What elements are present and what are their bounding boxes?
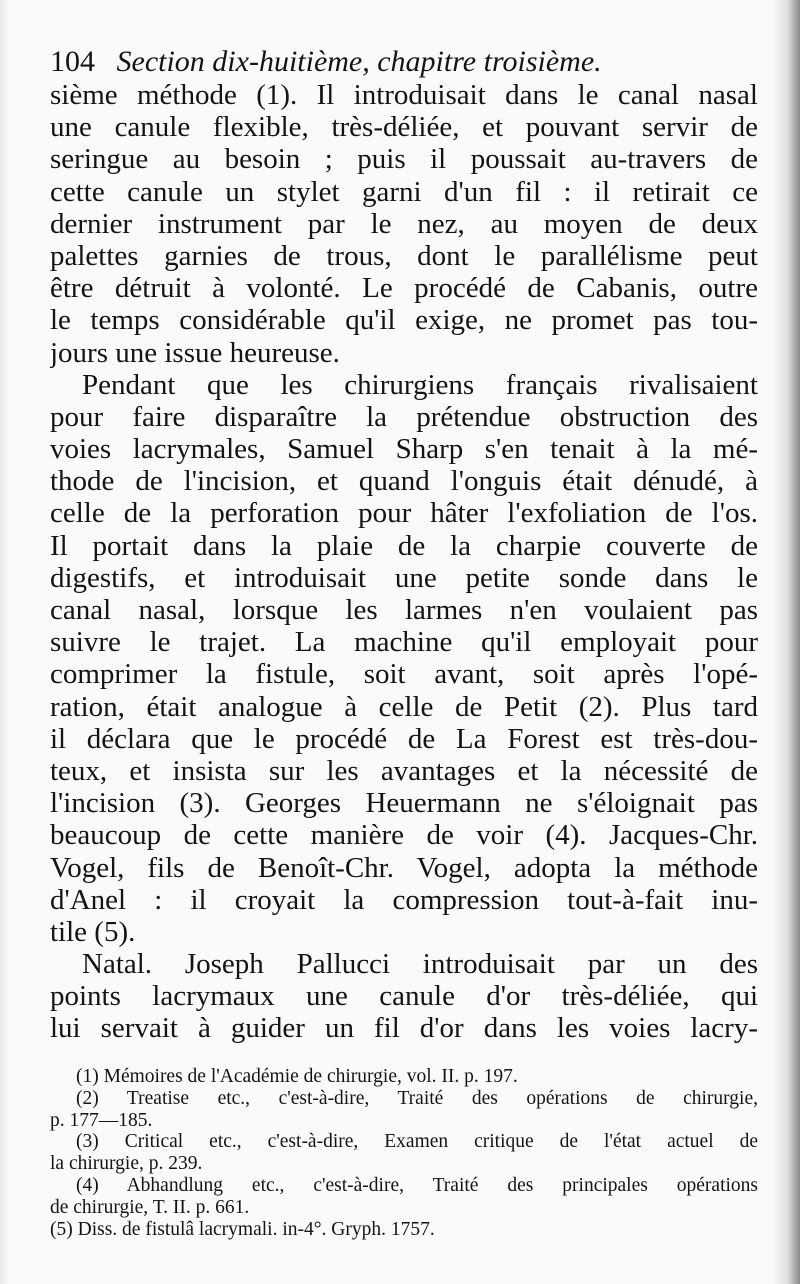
footnote-line: (4) Abhandlung etc., c'est-à-dire, Traité des principales opérations [76,1174,758,1196]
footnote-line: la chirurgie, p. 239. [50,1153,203,1175]
text-line: teux, et insista sur les avantages et la nécessité de [50,754,758,787]
footnote-line: (5) Diss. de fistulâ lacrymali. in-4°. Gryph. 1757. [50,1218,435,1240]
text-line: d'Anel : il croyait la compression tout-à-fait inu- [50,883,758,916]
page-gutter-shadow [772,0,800,1284]
text-line: tile (5). [50,915,136,948]
text-line: dernier instrument par le nez, au moyen de deux [50,207,758,240]
running-header [50,40,756,84]
footnote-line: p. 177—185. [50,1109,153,1131]
text-line: seringue au besoin ; puis il poussait au-travers de [50,143,758,176]
main-text [50,79,758,1045]
text-line: lui servait à guider un fil d'or dans les voies lacry- [50,1012,758,1045]
text-line: une canule flexible, très-déliée, et pouvant servir de [50,111,758,144]
text-line: thode de l'incision, et quand l'onguis était dénudé, à [50,465,758,498]
text-line: suivre le trajet. La machine qu'il employait pour [50,626,758,659]
footnote-line: (2) Treatise etc., c'est-à-dire, Traité des opérations de chirurgie, [76,1087,758,1109]
page-left-edge [0,0,10,1284]
text-line: il déclara que le procédé de La Forest est très-dou- [50,722,758,755]
paragraph-start-line: Pendant que les chirurgiens français rivalisaient [82,368,758,401]
text-line: beaucoup de cette manière de voir (4). Jacques-Chr. [50,819,758,852]
footnotes [50,1066,758,1240]
text-line: celle de la perforation pour hâter l'exfoliation de l'os. [50,497,758,530]
text-line: être détruit à volonté. Le procédé de Cabanis, outre [50,272,758,305]
text-line: voies lacrymales, Samuel Sharp s'en tenait à la mé- [50,433,758,466]
running-title: Section dix-huitième, chapitre troisième. [116,45,602,78]
text-line: l'incision (3). Georges Heuermann ne s'éloignait pas [50,787,758,820]
text-line: digestifs, et introduisait une petite sonde dans le [50,561,758,594]
text-line: comprimer la fistule, soit avant, soit après l'opé- [50,658,758,691]
text-line: jours une issue heureuse. [50,336,340,369]
text-line: le temps considérable qu'il exige, ne promet pas tou- [50,304,758,337]
text-line: Il portait dans la plaie de la charpie couverte de [50,529,758,562]
page-number: 104 [50,45,95,78]
text-line: pour faire disparaître la prétendue obstruction des [50,400,758,433]
text-line: ration, était analogue à celle de Petit (2). Plus tard [50,690,758,723]
footnote-line: (1) Mémoires de l'Académie de chirurgie, vol. II. p. 197. [76,1066,518,1087]
text-line: sième méthode (1). Il introduisait dans le canal nasal [50,79,758,111]
text-line: cette canule un stylet garni d'un fil : il retirait ce [50,175,758,208]
text-line: points lacrymaux une canule d'or très-déliée, qui [50,980,758,1013]
footnote-line: (3) Critical etc., c'est-à-dire, Examen critique de l'état actuel de [76,1131,758,1153]
text-line: Vogel, fils de Benoît-Chr. Vogel, adopta la méthode [50,851,758,884]
text-line: canal nasal, lorsque les larmes n'en voulaient pas [50,594,758,626]
paragraph-start-line: Natal. Joseph Pallucci introduisait par un des [82,948,758,981]
text-line: palettes garnies de trous, dont le parallélisme peut [50,239,758,272]
footnote-line: de chirurgie, T. II. p. 661. [50,1196,250,1218]
